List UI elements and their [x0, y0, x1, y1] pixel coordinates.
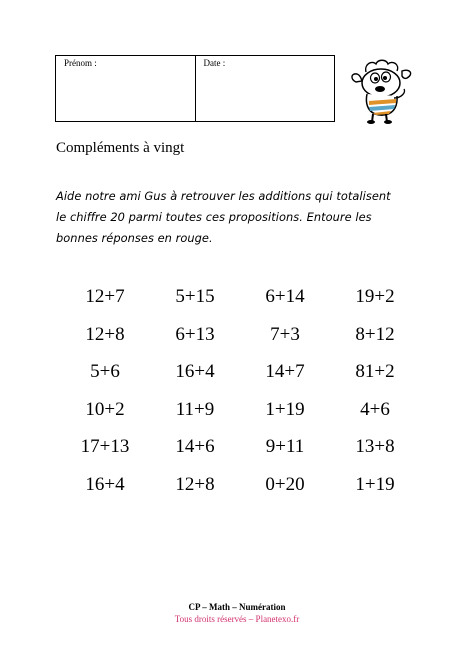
sheep-mascot-icon — [350, 58, 414, 124]
addition-item[interactable]: 8+12 — [355, 323, 395, 345]
addition-item[interactable]: 4+6 — [360, 398, 390, 420]
footer-subject: CP – Math – Numération — [188, 602, 286, 612]
addition-item[interactable]: 1+19 — [355, 473, 395, 495]
instructions-line: Aide notre ami Gus à retrouver les additions qui totalisent — [56, 189, 391, 203]
addition-item[interactable]: 6+13 — [175, 323, 215, 345]
addition-item[interactable]: 14+6 — [175, 436, 215, 458]
addition-item[interactable]: 12+7 — [85, 286, 125, 307]
addition-item[interactable]: 14+7 — [265, 361, 305, 383]
addition-item[interactable]: 1+19 — [265, 398, 305, 420]
addition-item[interactable]: 5+15 — [175, 286, 215, 307]
addition-item[interactable]: 13+8 — [355, 436, 395, 458]
date-label: Date : — [203, 58, 226, 68]
addition-item[interactable]: 6+14 — [265, 286, 305, 307]
instructions — [56, 186, 416, 249]
addition-item[interactable]: 16+4 — [175, 361, 215, 383]
prenom-label: Prénom : — [64, 58, 97, 68]
date-cell[interactable] — [195, 56, 335, 121]
addition-item[interactable]: 0+20 — [265, 473, 305, 495]
addition-item[interactable]: 81+2 — [355, 361, 395, 383]
addition-item[interactable]: 16+4 — [85, 473, 125, 495]
addition-item[interactable]: 19+2 — [355, 286, 395, 307]
addition-item[interactable]: 17+13 — [80, 436, 130, 458]
instructions-line: le chiffre 20 parmi toutes ces propositions. Entoure les — [56, 210, 372, 224]
addition-item[interactable]: 10+2 — [85, 398, 125, 420]
addition-item[interactable]: 5+6 — [90, 361, 120, 383]
addition-item[interactable]: 9+11 — [265, 436, 305, 458]
addition-item[interactable]: 11+9 — [175, 398, 215, 420]
name-date-box — [55, 55, 335, 122]
additions-grid — [60, 284, 420, 510]
addition-item[interactable]: 12+8 — [175, 473, 215, 495]
addition-item[interactable]: 12+8 — [85, 323, 125, 345]
exercise-title: Compléments à vingt — [56, 140, 185, 156]
instructions-line: bonnes réponses en rouge. — [56, 231, 213, 245]
addition-item[interactable]: 7+3 — [270, 323, 300, 345]
footer-copyright[interactable]: Tous droits réservés – Planetexo.fr — [174, 614, 300, 624]
prenom-cell[interactable] — [56, 56, 195, 121]
